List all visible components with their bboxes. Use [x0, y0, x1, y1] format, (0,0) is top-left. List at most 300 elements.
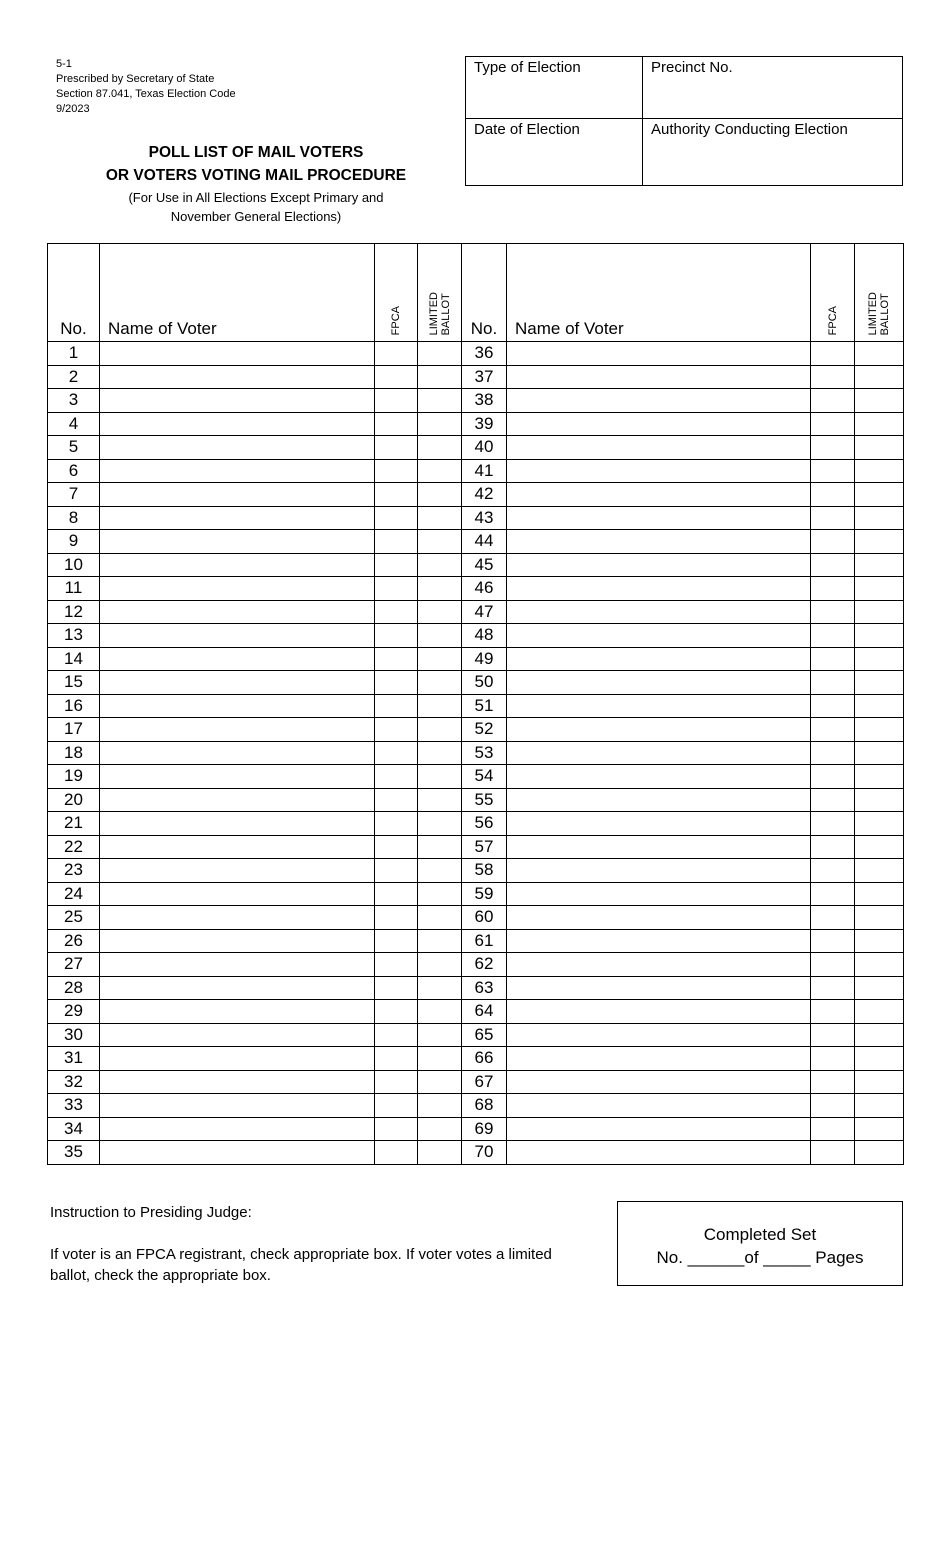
voter-name-cell[interactable]: [100, 953, 375, 977]
title-subtitle-1: (For Use in All Elections Except Primary and: [128, 190, 384, 205]
fpca-checkbox[interactable]: [375, 483, 418, 507]
row-number: 23: [48, 859, 100, 883]
limited-ballot-checkbox[interactable]: [855, 412, 904, 436]
row-number: 38: [462, 389, 507, 413]
limited-ballot-checkbox[interactable]: [418, 577, 462, 601]
fpca-checkbox[interactable]: [811, 1023, 855, 1047]
fpca-checkbox[interactable]: [375, 906, 418, 930]
voter-name-cell[interactable]: [100, 553, 375, 577]
limited-ballot-checkbox[interactable]: [855, 624, 904, 648]
voter-name-cell[interactable]: [100, 812, 375, 836]
voter-name-cell[interactable]: [507, 459, 811, 483]
voter-name-cell[interactable]: [100, 1023, 375, 1047]
document-title: [60, 141, 452, 226]
voter-name-cell[interactable]: [507, 1070, 811, 1094]
limited-ballot-checkbox[interactable]: [855, 1000, 904, 1024]
table-row: [48, 459, 904, 483]
voter-name-cell[interactable]: [100, 365, 375, 389]
row-number: 27: [48, 953, 100, 977]
table-row: [48, 389, 904, 413]
date-of-election-field[interactable]: Date of Election: [466, 119, 643, 186]
voter-name-cell[interactable]: [507, 600, 811, 624]
limited-ballot-checkbox[interactable]: [855, 342, 904, 366]
limited-ballot-checkbox[interactable]: [855, 859, 904, 883]
voter-name-cell[interactable]: [507, 342, 811, 366]
row-number: 9: [48, 530, 100, 554]
fpca-checkbox[interactable]: [811, 976, 855, 1000]
table-row: [48, 1070, 904, 1094]
instructions: [50, 1202, 570, 1286]
limited-ballot-checkbox[interactable]: [418, 600, 462, 624]
limited-ballot-checkbox[interactable]: [418, 788, 462, 812]
limited-ballot-checkbox[interactable]: [418, 835, 462, 859]
fpca-checkbox[interactable]: [811, 882, 855, 906]
row-number: 21: [48, 812, 100, 836]
fpca-checkbox[interactable]: [375, 624, 418, 648]
row-number: 50: [462, 671, 507, 695]
row-number: 55: [462, 788, 507, 812]
table-row: [48, 788, 904, 812]
limited-ballot-checkbox[interactable]: [418, 647, 462, 671]
limited-ballot-checkbox[interactable]: [855, 1141, 904, 1165]
fpca-checkbox[interactable]: [811, 1141, 855, 1165]
limited-ballot-checkbox[interactable]: [855, 577, 904, 601]
fpca-checkbox[interactable]: [811, 577, 855, 601]
limited-ballot-checkbox[interactable]: [855, 765, 904, 789]
fpca-checkbox[interactable]: [375, 553, 418, 577]
row-number: 69: [462, 1117, 507, 1141]
fpca-checkbox[interactable]: [375, 1047, 418, 1071]
col-header-limited-ballot-right: LIMITED BALLOT: [855, 244, 904, 342]
limited-ballot-checkbox[interactable]: [418, 859, 462, 883]
voter-name-cell[interactable]: [507, 859, 811, 883]
voter-name-cell[interactable]: [507, 436, 811, 460]
row-number: 25: [48, 906, 100, 930]
row-number: 4: [48, 412, 100, 436]
fpca-checkbox[interactable]: [811, 436, 855, 460]
voter-name-cell[interactable]: [100, 1117, 375, 1141]
limited-ballot-checkbox[interactable]: [418, 1000, 462, 1024]
precinct-no-field[interactable]: Precinct No.: [643, 57, 903, 119]
fpca-checkbox[interactable]: [375, 365, 418, 389]
fpca-checkbox[interactable]: [811, 718, 855, 742]
row-number: 14: [48, 647, 100, 671]
voter-name-cell[interactable]: [507, 788, 811, 812]
row-number: 17: [48, 718, 100, 742]
fpca-checkbox[interactable]: [375, 765, 418, 789]
fpca-checkbox[interactable]: [375, 882, 418, 906]
limited-ballot-checkbox[interactable]: [855, 718, 904, 742]
limited-ballot-checkbox[interactable]: [418, 389, 462, 413]
fpca-checkbox[interactable]: [375, 530, 418, 554]
fpca-checkbox[interactable]: [811, 835, 855, 859]
table-row: [48, 953, 904, 977]
prescribed-by: Prescribed by Secretary of State: [56, 73, 215, 85]
voter-name-cell[interactable]: [100, 1141, 375, 1165]
table-row: [48, 365, 904, 389]
row-number: 19: [48, 765, 100, 789]
row-number: 18: [48, 741, 100, 765]
limited-ballot-checkbox[interactable]: [418, 718, 462, 742]
limited-ballot-checkbox[interactable]: [418, 906, 462, 930]
limited-ballot-checkbox[interactable]: [855, 976, 904, 1000]
limited-ballot-checkbox[interactable]: [855, 741, 904, 765]
voter-name-cell[interactable]: [507, 365, 811, 389]
limited-ballot-checkbox[interactable]: [418, 1047, 462, 1071]
voter-name-cell[interactable]: [100, 788, 375, 812]
voter-name-cell[interactable]: [100, 929, 375, 953]
limited-ballot-checkbox[interactable]: [855, 906, 904, 930]
limited-ballot-checkbox[interactable]: [855, 647, 904, 671]
voter-name-cell[interactable]: [507, 483, 811, 507]
limited-ballot-checkbox[interactable]: [855, 1023, 904, 1047]
fpca-checkbox[interactable]: [375, 1117, 418, 1141]
voter-name-cell[interactable]: [100, 1047, 375, 1071]
fpca-checkbox[interactable]: [811, 624, 855, 648]
fpca-checkbox[interactable]: [811, 906, 855, 930]
row-number: 13: [48, 624, 100, 648]
fpca-checkbox[interactable]: [811, 929, 855, 953]
row-number: 35: [48, 1141, 100, 1165]
limited-ballot-checkbox[interactable]: [855, 1117, 904, 1141]
limited-ballot-checkbox[interactable]: [855, 929, 904, 953]
voter-name-cell[interactable]: [507, 412, 811, 436]
voter-name-cell[interactable]: [507, 647, 811, 671]
fpca-checkbox[interactable]: [811, 1047, 855, 1071]
limited-ballot-checkbox[interactable]: [855, 553, 904, 577]
limited-ballot-checkbox[interactable]: [418, 1117, 462, 1141]
fpca-checkbox[interactable]: [375, 459, 418, 483]
fpca-checkbox[interactable]: [375, 835, 418, 859]
voter-name-cell[interactable]: [507, 812, 811, 836]
limited-ballot-checkbox[interactable]: [418, 342, 462, 366]
limited-ballot-checkbox[interactable]: [418, 436, 462, 460]
limited-ballot-checkbox[interactable]: [418, 976, 462, 1000]
fpca-checkbox[interactable]: [375, 1094, 418, 1118]
fpca-checkbox[interactable]: [811, 1094, 855, 1118]
voter-name-cell[interactable]: [100, 342, 375, 366]
fpca-checkbox[interactable]: [811, 553, 855, 577]
limited-ballot-checkbox[interactable]: [855, 882, 904, 906]
col-header-fpca-right: FPCA: [811, 244, 855, 342]
voter-name-cell[interactable]: [507, 1000, 811, 1024]
row-number: 5: [48, 436, 100, 460]
table-row: [48, 412, 904, 436]
limited-ballot-checkbox[interactable]: [418, 953, 462, 977]
row-number: 24: [48, 882, 100, 906]
voter-name-cell[interactable]: [507, 953, 811, 977]
fpca-checkbox[interactable]: [375, 718, 418, 742]
limited-ballot-checkbox[interactable]: [418, 694, 462, 718]
row-number: 45: [462, 553, 507, 577]
fpca-checkbox[interactable]: [811, 1117, 855, 1141]
fpca-checkbox[interactable]: [375, 671, 418, 695]
voter-name-cell[interactable]: [507, 906, 811, 930]
table-row: [48, 671, 904, 695]
fpca-checkbox[interactable]: [811, 1000, 855, 1024]
limited-ballot-checkbox[interactable]: [418, 412, 462, 436]
limited-ballot-checkbox[interactable]: [418, 553, 462, 577]
voter-name-cell[interactable]: [507, 1117, 811, 1141]
table-row: [48, 553, 904, 577]
voter-name-cell[interactable]: [507, 1141, 811, 1165]
fpca-checkbox[interactable]: [375, 577, 418, 601]
voter-name-cell[interactable]: [100, 765, 375, 789]
fpca-checkbox[interactable]: [811, 788, 855, 812]
voter-name-cell[interactable]: [100, 600, 375, 624]
voter-name-cell[interactable]: [507, 1094, 811, 1118]
voter-name-cell[interactable]: [100, 483, 375, 507]
fpca-checkbox[interactable]: [375, 1141, 418, 1165]
row-number: 43: [462, 506, 507, 530]
voter-name-cell[interactable]: [100, 459, 375, 483]
fpca-checkbox[interactable]: [811, 459, 855, 483]
limited-ballot-checkbox[interactable]: [418, 483, 462, 507]
col-header-name: Name of Voter: [100, 244, 375, 342]
voter-name-cell[interactable]: [100, 835, 375, 859]
fpca-checkbox[interactable]: [375, 976, 418, 1000]
limited-ballot-checkbox[interactable]: [418, 365, 462, 389]
limited-ballot-checkbox[interactable]: [418, 530, 462, 554]
limited-ballot-checkbox[interactable]: [418, 812, 462, 836]
fpca-checkbox[interactable]: [811, 694, 855, 718]
authority-field[interactable]: Authority Conducting Election: [643, 119, 903, 186]
voter-name-cell[interactable]: [100, 436, 375, 460]
limited-ballot-checkbox[interactable]: [855, 436, 904, 460]
limited-ballot-checkbox[interactable]: [855, 1047, 904, 1071]
fpca-checkbox[interactable]: [375, 506, 418, 530]
table-row: [48, 436, 904, 460]
fpca-checkbox[interactable]: [375, 953, 418, 977]
col-header-no: No.: [48, 244, 100, 342]
voter-name-cell[interactable]: [507, 765, 811, 789]
row-number: 29: [48, 1000, 100, 1024]
fpca-checkbox[interactable]: [811, 389, 855, 413]
table-row: [48, 1000, 904, 1024]
table-row: [48, 929, 904, 953]
limited-ballot-checkbox[interactable]: [418, 671, 462, 695]
completed-set-pages[interactable]: No. ______of _____ Pages: [656, 1248, 864, 1267]
fpca-checkbox[interactable]: [375, 694, 418, 718]
row-number: 48: [462, 624, 507, 648]
limited-ballot-checkbox[interactable]: [855, 953, 904, 977]
form-number: 5-1: [56, 58, 72, 70]
fpca-checkbox[interactable]: [811, 671, 855, 695]
voter-name-cell[interactable]: [507, 1047, 811, 1071]
voter-name-cell[interactable]: [100, 624, 375, 648]
row-number: 16: [48, 694, 100, 718]
row-number: 15: [48, 671, 100, 695]
limited-ballot-checkbox[interactable]: [855, 530, 904, 554]
voter-name-cell[interactable]: [507, 1023, 811, 1047]
row-number: 67: [462, 1070, 507, 1094]
limited-ballot-checkbox[interactable]: [855, 1094, 904, 1118]
row-number: 47: [462, 600, 507, 624]
title-line-2: OR VOTERS VOTING MAIL PROCEDURE: [105, 167, 407, 184]
row-number: 31: [48, 1047, 100, 1071]
voter-name-cell[interactable]: [100, 741, 375, 765]
fpca-checkbox[interactable]: [811, 741, 855, 765]
fpca-checkbox[interactable]: [375, 788, 418, 812]
fpca-checkbox[interactable]: [375, 436, 418, 460]
fpca-checkbox[interactable]: [375, 812, 418, 836]
row-number: 52: [462, 718, 507, 742]
limited-ballot-checkbox[interactable]: [855, 459, 904, 483]
limited-ballot-checkbox[interactable]: [418, 1070, 462, 1094]
col-header-name-right: Name of Voter: [507, 244, 811, 342]
completed-set-label: Completed Set: [703, 1225, 817, 1244]
row-number: 33: [48, 1094, 100, 1118]
limited-ballot-checkbox[interactable]: [855, 483, 904, 507]
voter-name-cell[interactable]: [507, 553, 811, 577]
row-number: 62: [462, 953, 507, 977]
title-line-1: POLL LIST OF MAIL VOTERS: [148, 144, 364, 161]
fpca-checkbox[interactable]: [375, 1070, 418, 1094]
fpca-checkbox[interactable]: [811, 953, 855, 977]
fpca-checkbox[interactable]: [375, 412, 418, 436]
type-of-election-field[interactable]: Type of Election: [466, 57, 643, 119]
fpca-checkbox[interactable]: [375, 389, 418, 413]
voter-name-cell[interactable]: [507, 929, 811, 953]
row-number: 41: [462, 459, 507, 483]
table-row: [48, 741, 904, 765]
fpca-checkbox[interactable]: [811, 1070, 855, 1094]
limited-ballot-checkbox[interactable]: [418, 506, 462, 530]
voter-name-cell[interactable]: [100, 530, 375, 554]
voter-name-cell[interactable]: [100, 976, 375, 1000]
limited-ballot-checkbox[interactable]: [855, 671, 904, 695]
row-number: 12: [48, 600, 100, 624]
row-number: 60: [462, 906, 507, 930]
fpca-checkbox[interactable]: [375, 859, 418, 883]
voter-name-cell[interactable]: [507, 741, 811, 765]
limited-ballot-checkbox[interactable]: [855, 812, 904, 836]
table-row: [48, 577, 904, 601]
voter-name-cell[interactable]: [100, 1094, 375, 1118]
form-header: [56, 57, 236, 117]
fpca-checkbox[interactable]: [811, 647, 855, 671]
fpca-checkbox[interactable]: [811, 812, 855, 836]
voter-name-cell[interactable]: [100, 412, 375, 436]
voter-name-cell[interactable]: [507, 389, 811, 413]
voter-name-cell[interactable]: [100, 859, 375, 883]
voter-name-cell[interactable]: [100, 718, 375, 742]
fpca-checkbox[interactable]: [375, 647, 418, 671]
fpca-checkbox[interactable]: [811, 342, 855, 366]
fpca-checkbox[interactable]: [811, 365, 855, 389]
limited-ballot-checkbox[interactable]: [418, 1023, 462, 1047]
limited-ballot-checkbox[interactable]: [418, 929, 462, 953]
fpca-checkbox[interactable]: [811, 600, 855, 624]
limited-ballot-checkbox[interactable]: [418, 741, 462, 765]
fpca-checkbox[interactable]: [375, 741, 418, 765]
limited-ballot-checkbox[interactable]: [855, 365, 904, 389]
limited-ballot-checkbox[interactable]: [855, 1070, 904, 1094]
limited-ballot-checkbox[interactable]: [855, 600, 904, 624]
voter-name-cell[interactable]: [507, 671, 811, 695]
fpca-checkbox[interactable]: [811, 765, 855, 789]
voter-name-cell[interactable]: [100, 647, 375, 671]
row-number: 58: [462, 859, 507, 883]
limited-ballot-checkbox[interactable]: [855, 788, 904, 812]
table-row: [48, 624, 904, 648]
fpca-checkbox[interactable]: [811, 859, 855, 883]
table-row: [48, 1141, 904, 1165]
limited-ballot-checkbox[interactable]: [418, 765, 462, 789]
fpca-checkbox[interactable]: [811, 412, 855, 436]
row-number: 6: [48, 459, 100, 483]
voter-name-cell[interactable]: [100, 1000, 375, 1024]
fpca-checkbox[interactable]: [375, 1000, 418, 1024]
limited-ballot-checkbox[interactable]: [418, 459, 462, 483]
col-header-limited-ballot: LIMITED BALLOT: [418, 244, 462, 342]
table-row: [48, 647, 904, 671]
voter-name-cell[interactable]: [507, 577, 811, 601]
voter-name-cell[interactable]: [507, 530, 811, 554]
voter-name-cell[interactable]: [507, 694, 811, 718]
row-number: 49: [462, 647, 507, 671]
table-row: [48, 859, 904, 883]
fpca-checkbox[interactable]: [811, 530, 855, 554]
limited-ballot-checkbox[interactable]: [855, 506, 904, 530]
voter-name-cell[interactable]: [100, 671, 375, 695]
row-number: 64: [462, 1000, 507, 1024]
voter-name-cell[interactable]: [100, 577, 375, 601]
fpca-checkbox[interactable]: [375, 1023, 418, 1047]
table-row: [48, 600, 904, 624]
row-number: 63: [462, 976, 507, 1000]
table-row: [48, 483, 904, 507]
fpca-checkbox[interactable]: [375, 342, 418, 366]
voter-name-cell[interactable]: [507, 835, 811, 859]
row-number: 44: [462, 530, 507, 554]
row-number: 20: [48, 788, 100, 812]
limited-ballot-checkbox[interactable]: [855, 835, 904, 859]
table-row: [48, 1117, 904, 1141]
fpca-checkbox[interactable]: [811, 506, 855, 530]
limited-ballot-checkbox[interactable]: [855, 694, 904, 718]
row-number: 61: [462, 929, 507, 953]
limited-ballot-checkbox[interactable]: [418, 1094, 462, 1118]
voter-name-cell[interactable]: [507, 506, 811, 530]
table-row: [48, 1047, 904, 1071]
limited-ballot-checkbox[interactable]: [418, 882, 462, 906]
voter-name-cell[interactable]: [507, 718, 811, 742]
row-number: 40: [462, 436, 507, 460]
table-row: [48, 765, 904, 789]
row-number: 65: [462, 1023, 507, 1047]
limited-ballot-checkbox[interactable]: [418, 624, 462, 648]
table-row: [48, 976, 904, 1000]
voter-name-cell[interactable]: [507, 976, 811, 1000]
voter-name-cell[interactable]: [100, 906, 375, 930]
table-row: [48, 835, 904, 859]
limited-ballot-checkbox[interactable]: [855, 389, 904, 413]
fpca-checkbox[interactable]: [811, 483, 855, 507]
fpca-checkbox[interactable]: [375, 929, 418, 953]
fpca-checkbox[interactable]: [375, 600, 418, 624]
voter-name-cell[interactable]: [100, 694, 375, 718]
voter-name-cell[interactable]: [100, 506, 375, 530]
voter-name-cell[interactable]: [100, 882, 375, 906]
row-number: 70: [462, 1141, 507, 1165]
voter-name-cell[interactable]: [100, 389, 375, 413]
table-row: [48, 1094, 904, 1118]
limited-ballot-checkbox[interactable]: [418, 1141, 462, 1165]
voter-name-cell[interactable]: [507, 882, 811, 906]
voter-name-cell[interactable]: [100, 1070, 375, 1094]
voter-name-cell[interactable]: [507, 624, 811, 648]
